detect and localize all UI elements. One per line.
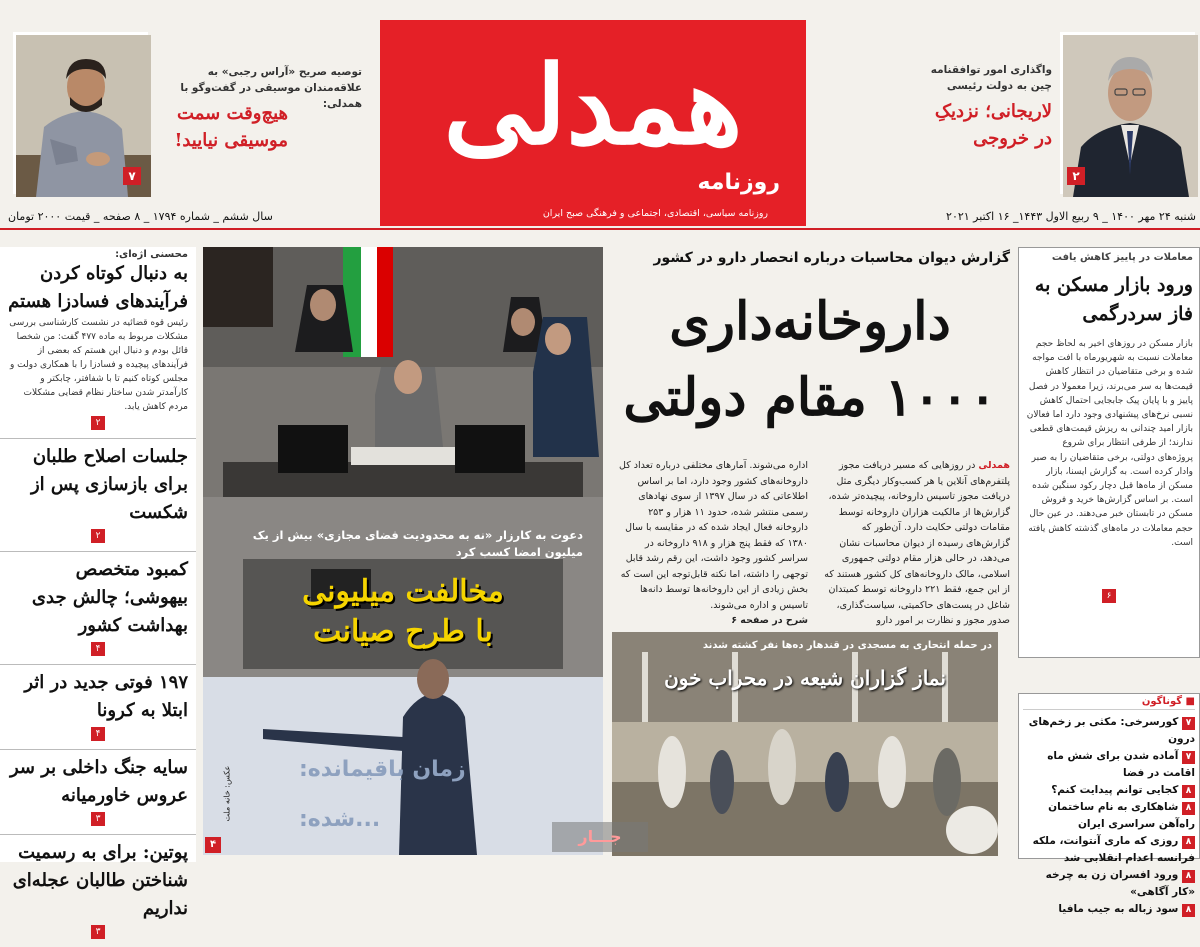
lead-headline: به دنبال کوتاه کردن فرآیندهای فسادزا هستم (8, 263, 188, 312)
mosque-kicker: در حمله انتحاری به مسجدی در قندهار ده‌ها نفر کشته شدند (702, 640, 992, 651)
mosque-photo-story[interactable] (578, 632, 998, 856)
misc-item-text: سود زباله به جیب مافیا (1058, 903, 1179, 915)
lead-story-body-left (616, 458, 808, 629)
parliament-photo-story[interactable] (203, 247, 603, 855)
dateline-date: شنبه ۲۴ مهر ۱۴۰۰ _ ۹ ربیع الاول ۱۴۴۳_ ۱۶ اکتبر ۲۰۲۱ (946, 210, 1196, 223)
misc-item[interactable] (1023, 714, 1195, 748)
logo-tagline: روزنامه سیاسی، اقتصادی، اجتماعی و فرهنگی صبح ایران (542, 208, 768, 219)
item-headline: سایه جنگ داخلی بر سر عروس خاورمیانه (9, 757, 188, 806)
lead-body: رئیس قوه قضائیه در نشست کارشناسی بررسی مشکلات مربوط به ماده ۴۷۷ گفت: من شخصا قائل بودم و دنبال این هستم که بعضی از فرآیندهای پیچیده و فسادزا را با همکاری دولت و مجلس کوتاه کنیم تا با شفافتر، چابکتر و کارآمدتر شدن ساختار نظام قضایی مشکلات مردم کاهش یابد. (9, 318, 188, 412)
newspaper-logo[interactable] (380, 20, 806, 226)
item-headline: پوتین: برای به رسمیت شناختن طالبان عجله‌ای نداریم (12, 842, 188, 919)
misc-item-text: کورسرخی: مکثی بر زخم‌های درون (1028, 716, 1195, 745)
screen-text-votes: ...شده: (299, 807, 381, 832)
misc-title-text: گوناگون (1141, 696, 1183, 707)
page-badge: ۴ (91, 727, 105, 741)
lead-story-body-right (818, 458, 1010, 629)
mosque-headline: نماز گزاران شیعه در محراب خون (664, 666, 946, 690)
masthead-rule (0, 228, 1200, 230)
housing-kicker: معاملات در پاییز کاهش یافت (1051, 252, 1193, 263)
logo-subtitle: روزنامه (697, 170, 780, 195)
left-teaser-page-badge: ۷ (123, 167, 141, 185)
page-badge: ۷ (1182, 717, 1195, 730)
misc-item[interactable] (1023, 748, 1195, 782)
lead-story-headline (610, 284, 1010, 436)
page-badge: ۸ (1182, 785, 1195, 798)
right-teaser-headline[interactable]: لاریجانی؛ نزدیکِ در خروجی (934, 101, 1052, 149)
watermark-logo: جـــار (552, 822, 648, 852)
masthead (0, 0, 1200, 244)
misc-item[interactable] (1023, 833, 1195, 867)
misc-title (1023, 694, 1195, 710)
page-badge: ۶ (1102, 589, 1116, 603)
left-column-item[interactable] (0, 835, 196, 947)
dateline-issue: سال ششم _ شماره ۱۷۹۴ _ ۸ صفحه _ قیمت ۲۰۰۰ تومان (8, 210, 273, 223)
lead-story[interactable] (610, 244, 1010, 644)
left-column-item[interactable] (0, 439, 196, 552)
photo-kicker: دعوت به کارزار «نه به محدودیت فضای مجازی» بیش از یک میلیون امضا کسب کرد (252, 528, 583, 559)
left-teaser-kicker: توصیه صریح «آراس رجبی» به علاقه‌مندان موسیقی در گفت‌وگو با همدلی: (180, 66, 362, 110)
body-text: در روزهایی که مسیر دریافت مجوز پلتفرم‌های آنلاین یا هر کسب‌وکار دیگری مثل دریافت مجوز تاسیس داروخانه، پیچیده‌تر شده، گزارش‌ها از مالکیت هزاران داروخانه توسط مقامات دولتی حکایت دارد. آن‌طور که گزارش‌های رسیده از دیوان محاسبات نشان می‌دهد، در حالی هزار مقام دولتی جمهوری اسلامی، مالک داروخانه‌های کل کشور هستند که از این جمع، فقط ۲۲۱ داروخانه توسط کمیتدان شاغل در پست‌های حاکمیتی، سیاست‌گذاری، صدور مجوز و نظارت بر امور دارو (824, 460, 1010, 626)
page-badge: ۸ (1182, 802, 1195, 815)
byline: همدلی (978, 460, 1010, 471)
right-teaser-page-badge: ۲ (1067, 167, 1085, 185)
misc-item-text: کجایی توانم پیدایت کنم؟ (1051, 784, 1179, 796)
misc-item-text: آماده شدن برای شش ماه اقامت در فضا (1047, 750, 1195, 779)
right-teaser-kicker: واگذاری امور توافقنامه چین به دولت رئیسی (930, 64, 1052, 92)
misc-item-text: شاهکاری به نام ساختمان راه‌آهن سراسری ایران (1048, 801, 1195, 830)
left-column-item[interactable] (0, 750, 196, 835)
page-badge: ۳ (91, 812, 105, 826)
photo-page-badge: ۴ (205, 837, 221, 853)
logo-wordmark: همدلی (443, 43, 743, 169)
photo-credit: عکس: خانه ملت (222, 765, 232, 822)
headline-line-1: داروخانه‌داری (669, 291, 951, 352)
misc-item[interactable] (1023, 901, 1195, 918)
item-headline: جلسات اصلاح طلبان برای بازسازی پس از شکست (30, 446, 188, 523)
headline-line-2: ۱۰۰۰ مقام دولتی (623, 367, 997, 428)
misc-item-text: روزی که ماری آنتوانت، ملکه فرانسه اعدام انقلابی شد (1032, 835, 1195, 864)
misc-item[interactable] (1023, 867, 1195, 901)
misc-item[interactable] (1023, 782, 1195, 799)
page-badge: ۳ (91, 925, 105, 939)
left-column-item[interactable] (0, 552, 196, 665)
photo-headline-line1: مخالفت میلیونی (302, 574, 504, 609)
left-news-column (0, 247, 196, 937)
continued-link[interactable]: شرح در صفحه ۶ (731, 615, 808, 626)
housing-headline: ورود بازار مسکن به فاز سردرگمی (1034, 274, 1193, 325)
left-column-item[interactable] (0, 665, 196, 750)
page-badge: ۸ (1182, 870, 1195, 883)
page-badge: ۴ (91, 642, 105, 656)
lead-story-kicker: گزارش دیوان محاسبات درباره انحصار دارو در کشور (653, 250, 1010, 266)
right-teaser-photo (1060, 32, 1195, 194)
page-badge: ۸ (1182, 904, 1195, 917)
body-text: اداره می‌شوند. آمارهای مختلفی درباره تعداد کل داروخانه‌های کشور وجود دارد، اما بر اساس اطلاعاتی که در سال ۱۳۹۷ از سوی نهادهای رسمی منتشر شده، حدود ۱۱ هزار و ۲۵۳ داروخانه فعال ایجاد شده که در مقایسه با سال ۱۳۸۰ که فقط پنج هزار و ۹۱۸ داروخانه در سراسر کشور وجود داشت، این رقم رشد قابل توجهی را داشته، اما نکته قابل‌توجه این است که بخش زیادی از این داروخانه‌ها توسط دانه‌ها تاسیس و اداره می‌شوند. (619, 460, 808, 611)
left-teaser-headline[interactable]: هیچ‌وقت سمت موسیقی نیایید! (174, 103, 288, 151)
screen-text-remaining: زمان باقیمانده: (299, 757, 466, 782)
bullet-icon: ■ (1182, 696, 1195, 707)
right-column (1014, 247, 1200, 915)
page-badge: ۲ (91, 529, 105, 543)
housing-body: بازار مسکن در روزهای اخیر به لحاظ حجم معاملات نسبت به شهریورماه با افت مواجه شده و برخی متقاضیان در انتظار کاهش قیمت‌ها به سر می‌برند، زیرا معمولا در فصل پاییز و با پایان پیک جابجایی احتمال کاهش نسبی نرخ‌های پیشنهادی وجود دارد اما فعالان بازار امید چندانی به ریزش قیمت‌های قطعی ندارند؛ از طرفی انتظار برای شروع پروژه‌های دولتی، برخی متقاضیان را به صبر وادار کرده است. به گزارش ایسنا، بازار مسکن از ماه‌ها قبل دچار رکود سنگین شده است. بر اساس گزارش‌ها خرید و فروش مسکن در تابستان خبر می‌دهند. در عین حال حجم معاملات در ماه‌های گذشته کاهش یافته است. (1026, 339, 1193, 548)
left-column-lead[interactable] (0, 247, 196, 439)
left-teaser-photo (13, 32, 148, 194)
item-headline: ۱۹۷ فوتی جدید در اثر ابتلا به کرونا (24, 672, 188, 721)
lead-kicker: محسنی اژه‌ای: (115, 249, 188, 260)
page-badge: ۲ (91, 416, 105, 430)
misc-news-box (1018, 693, 1200, 915)
housing-market-box[interactable] (1018, 247, 1200, 658)
photo-headline-line2: با طرح صیانت (313, 614, 493, 649)
misc-item[interactable] (1023, 799, 1195, 833)
misc-item-text: ورود افسران زن به چرخه «کار آگاهی» (1045, 869, 1195, 898)
item-headline: کمبود متخصص بیهوشی؛ چالش جدی بهداشت کشور (31, 559, 188, 636)
page-badge: ۸ (1182, 836, 1195, 849)
page-badge: ۷ (1182, 751, 1195, 764)
